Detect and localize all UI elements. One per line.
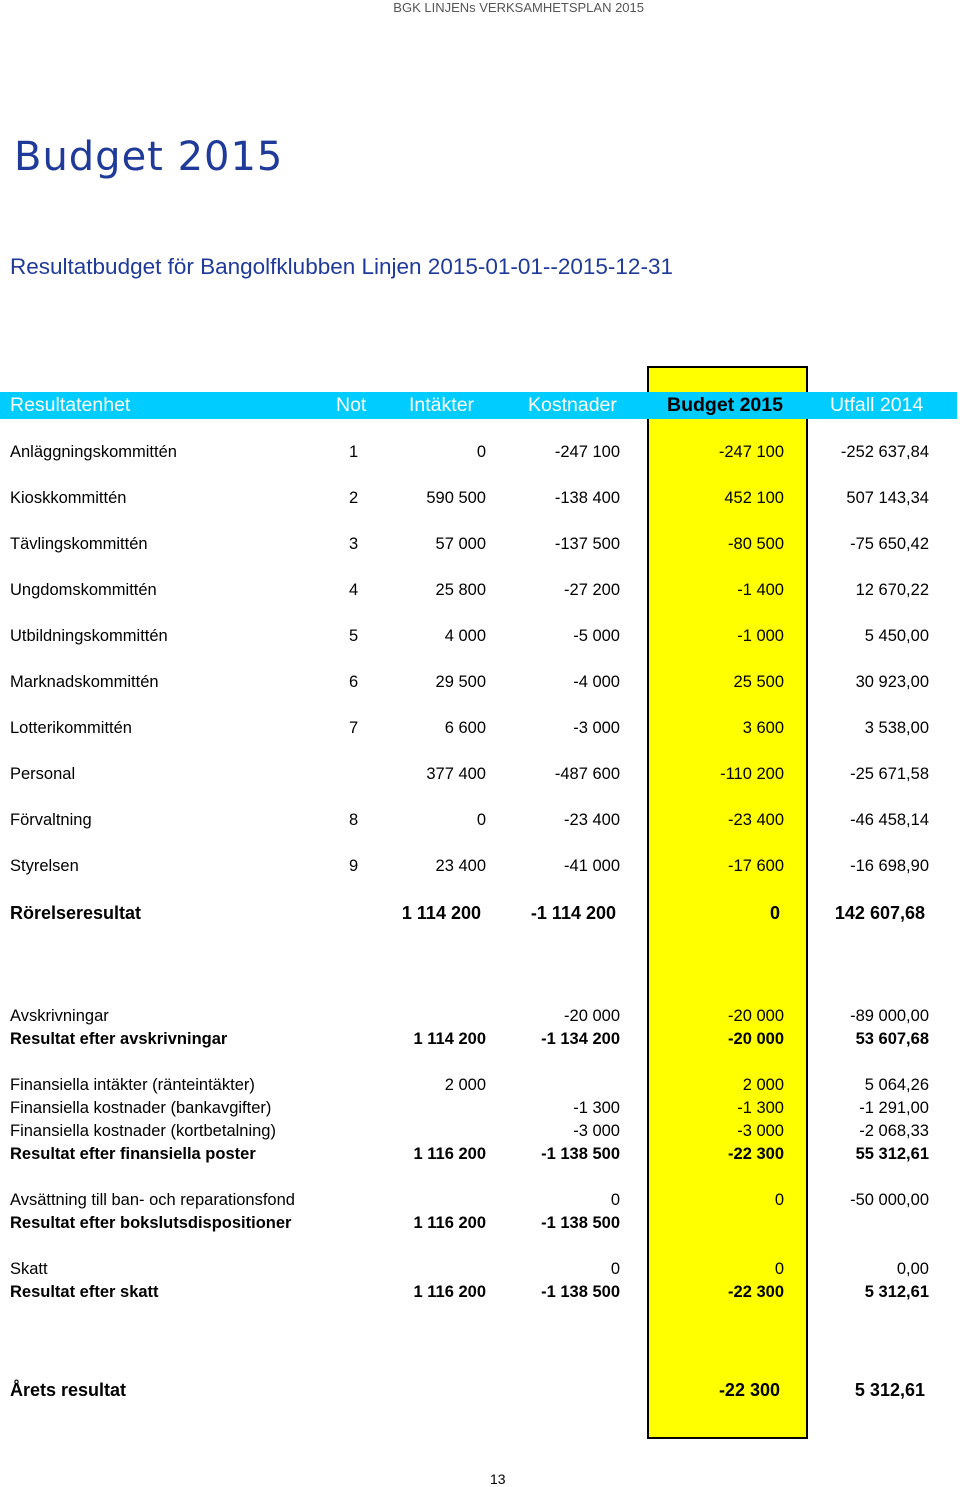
- row-name: Styrelsen: [10, 857, 79, 875]
- row-budget: -17 600: [728, 857, 784, 875]
- summary-row-utfall: 5 312,61: [864, 1283, 929, 1301]
- summary-row-budget: -1 300: [737, 1099, 784, 1117]
- row-not: 4: [349, 581, 359, 599]
- header-utfall-2014: Utfall 2014: [830, 394, 924, 416]
- page-number: 13: [490, 1471, 506, 1487]
- row-utfall: -46 458,14: [850, 811, 929, 829]
- summary-row-kostnader: 0: [610, 1260, 620, 1278]
- row-budget: -1 000: [737, 627, 784, 645]
- row-not: 6: [349, 673, 359, 691]
- summary-row-budget: -3 000: [737, 1122, 784, 1140]
- row-budget: -23 400: [728, 811, 784, 829]
- summary-row-intakter: 1 116 200: [413, 1145, 486, 1163]
- row-budget: 452 100: [724, 489, 784, 507]
- summary-row-utfall: -50 000,00: [850, 1191, 929, 1209]
- row-kostnader: -5 000: [573, 627, 620, 645]
- summary-row-budget: -20 000: [728, 1030, 784, 1048]
- summary-row-intakter: 2 000: [444, 1076, 486, 1094]
- row-utfall: 5 450,00: [864, 627, 929, 645]
- row-utfall: 12 670,22: [855, 581, 929, 599]
- row-intakter: 25 800: [435, 581, 486, 599]
- header-kostnader: Kostnader: [528, 394, 617, 416]
- rorelseresultat-label: Rörelseresultat: [10, 903, 142, 923]
- row-utfall: 30 923,00: [855, 673, 929, 691]
- summary-row-budget: -20 000: [728, 1007, 784, 1025]
- summary-row-kostnader: -20 000: [564, 1007, 620, 1025]
- page-subtitle: Resultatbudget för Bangolfklubben Linjen 2015-01-01--2015-12-31: [10, 254, 673, 279]
- row-intakter: 590 500: [426, 489, 486, 507]
- summary-row-name: Finansiella kostnader (kortbetalning): [10, 1122, 276, 1140]
- row-intakter: 0: [476, 443, 486, 461]
- summary-row-utfall: 55 312,61: [855, 1145, 929, 1163]
- header-resultatenhet: Resultatenhet: [10, 394, 131, 416]
- row-utfall: -25 671,58: [850, 765, 929, 783]
- table-header-bar: [0, 392, 957, 419]
- summary-row-utfall: 5 064,26: [864, 1076, 929, 1094]
- row-budget: -1 400: [737, 581, 784, 599]
- rorelseresultat-utfall: 142 607,68: [834, 903, 925, 923]
- header-intakter: Intäkter: [409, 394, 475, 416]
- summary-row-name: Avskrivningar: [10, 1007, 109, 1025]
- summary-row-kostnader: -1 138 500: [541, 1283, 620, 1301]
- row-utfall: -16 698,90: [850, 857, 929, 875]
- row-not: 8: [349, 811, 359, 829]
- row-kostnader: -137 500: [554, 535, 620, 553]
- summary-row-name: Resultat efter finansiella poster: [10, 1145, 256, 1163]
- arets-resultat-label: Årets resultat: [10, 1380, 127, 1400]
- summary-row-name: Resultat efter avskrivningar: [10, 1030, 228, 1048]
- header-not: Not: [336, 394, 367, 416]
- row-intakter: 29 500: [435, 673, 486, 691]
- row-name: Ungdomskommittén: [10, 581, 157, 599]
- row-intakter: 6 600: [444, 719, 486, 737]
- row-intakter: 4 000: [444, 627, 486, 645]
- row-name: Anläggningskommittén: [10, 443, 177, 461]
- summary-row-utfall: -89 000,00: [850, 1007, 929, 1025]
- summary-row-name: Finansiella intäkter (ränteintäkter): [10, 1076, 255, 1094]
- row-not: 7: [349, 719, 359, 737]
- summary-row-budget: 0: [774, 1260, 784, 1278]
- arets-resultat-budget: -22 300: [718, 1380, 780, 1400]
- row-intakter: 0: [476, 811, 486, 829]
- row-name: Tävlingskommittén: [10, 535, 148, 553]
- row-not: 1: [349, 443, 359, 461]
- row-name: Kioskkommittén: [10, 489, 127, 507]
- row-utfall: -75 650,42: [850, 535, 929, 553]
- row-budget: -80 500: [728, 535, 784, 553]
- summary-row-utfall: 0,00: [896, 1260, 929, 1278]
- row-not: 3: [349, 535, 359, 553]
- row-utfall: 3 538,00: [864, 719, 929, 737]
- row-intakter: 23 400: [435, 857, 486, 875]
- row-name: Lotterikommittén: [10, 719, 132, 737]
- summary-row-budget: 2 000: [742, 1076, 784, 1094]
- summary-row-kostnader: -1 134 200: [541, 1030, 620, 1048]
- running-header: BGK LINJENs VERKSAMHETSPLAN 2015: [393, 0, 644, 15]
- summary-row-name: Resultat efter skatt: [10, 1283, 159, 1301]
- summary-row-name: Skatt: [10, 1260, 48, 1278]
- summary-row-kostnader: -1 138 500: [541, 1145, 620, 1163]
- row-kostnader: -487 600: [554, 765, 620, 783]
- summary-row-kostnader: 0: [610, 1191, 620, 1209]
- summary-row-kostnader: -3 000: [573, 1122, 620, 1140]
- summary-row-budget: -22 300: [728, 1283, 784, 1301]
- row-kostnader: -23 400: [564, 811, 620, 829]
- row-budget: -247 100: [718, 443, 784, 461]
- row-not: 2: [349, 489, 359, 507]
- row-kostnader: -3 000: [573, 719, 620, 737]
- row-name: Utbildningskommittén: [10, 627, 168, 645]
- row-kostnader: -27 200: [564, 581, 620, 599]
- page-title: Budget 2015: [14, 134, 284, 180]
- row-budget: -110 200: [720, 765, 784, 783]
- row-kostnader: -41 000: [564, 857, 620, 875]
- row-utfall: -252 637,84: [840, 443, 929, 461]
- summary-row-kostnader: -1 138 500: [541, 1214, 620, 1232]
- summary-row-name: Finansiella kostnader (bankavgifter): [10, 1099, 272, 1117]
- rorelseresultat-budget: 0: [769, 903, 780, 923]
- row-name: Marknadskommittén: [10, 673, 159, 691]
- row-budget: 3 600: [742, 719, 784, 737]
- row-kostnader: -4 000: [573, 673, 620, 691]
- summary-row-utfall: 53 607,68: [855, 1030, 929, 1048]
- row-kostnader: -247 100: [554, 443, 620, 461]
- summary-row-budget: 0: [774, 1191, 784, 1209]
- summary-row-name: Resultat efter bokslutsdispositioner: [10, 1214, 292, 1232]
- summary-row-name: Avsättning till ban- och reparationsfond: [10, 1191, 295, 1209]
- row-not: 5: [349, 627, 359, 645]
- row-kostnader: -138 400: [554, 489, 620, 507]
- summary-row-utfall: -1 291,00: [859, 1099, 929, 1117]
- summary-row-kostnader: -1 300: [573, 1099, 620, 1117]
- row-intakter: 57 000: [435, 535, 486, 553]
- row-name: Förvaltning: [10, 811, 92, 829]
- rorelseresultat-kostnader: -1 114 200: [530, 903, 616, 923]
- row-not: 9: [349, 857, 359, 875]
- row-budget: 25 500: [733, 673, 784, 691]
- rorelseresultat-intakter: 1 114 200: [401, 903, 481, 923]
- summary-row-intakter: 1 116 200: [413, 1283, 486, 1301]
- row-intakter: 377 400: [426, 765, 486, 783]
- summary-row-utfall: -2 068,33: [859, 1122, 929, 1140]
- header-budget-2015: Budget 2015: [667, 394, 783, 416]
- summary-row-budget: -22 300: [728, 1145, 784, 1163]
- summary-row-intakter: 1 116 200: [413, 1214, 486, 1232]
- arets-resultat-utfall: 5 312,61: [854, 1380, 925, 1400]
- row-name: Personal: [10, 765, 76, 783]
- summary-row-intakter: 1 114 200: [413, 1030, 486, 1048]
- row-utfall: 507 143,34: [846, 489, 929, 507]
